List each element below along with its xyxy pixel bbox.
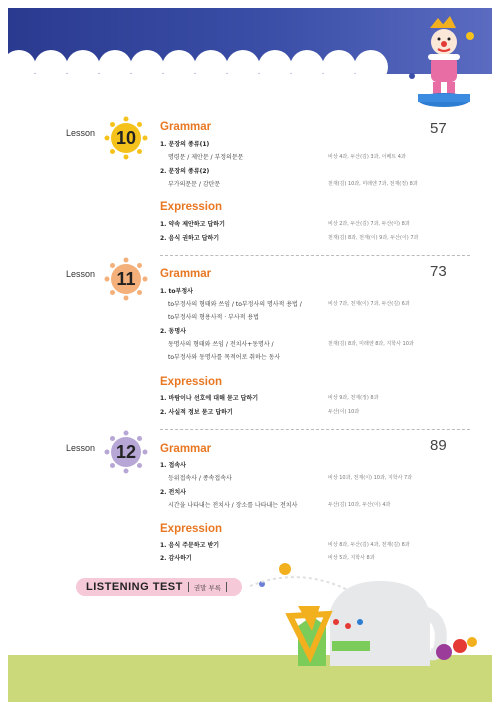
expression-item: 2. 사실적 정보 묻고 답하기 — [160, 409, 233, 416]
grammar-item: 1. 접속사 — [160, 462, 186, 469]
grammar-subitem: 시간을 나타내는 전치사 / 장소를 나타내는 전치사 — [168, 502, 298, 509]
textbook-reference: 천재(김) 8과, 천재(이) 9과, 두산(이) 7과 — [328, 235, 419, 241]
listening-test-badge — [76, 578, 242, 596]
lesson-divider — [160, 255, 470, 256]
banner-scallop-border — [8, 44, 388, 74]
grammar-subitem: 부가의문문 / 감탄문 — [168, 181, 221, 188]
textbook-reference: 천재(김) 10과, 미래엔 7과, 천재(정) 8과 — [328, 181, 418, 187]
listening-test-title: LISTENING TEST — [86, 581, 183, 593]
expression-item: 2. 감사하기 — [160, 555, 192, 562]
lesson-label: Lesson — [66, 128, 96, 138]
textbook-reference: 두산(이) 10과 — [328, 409, 360, 415]
grammar-subitem: 등위접속사 / 종속접속사 — [168, 475, 232, 482]
lesson-number: 10 — [115, 127, 137, 148]
textbook-reference: 비상 4과, 두산(김) 3과, 이베트 4과 — [328, 154, 406, 160]
lesson-number: 12 — [115, 441, 137, 462]
circus-elephant-illustration — [240, 556, 490, 666]
textbook-reference: 비상 9과, 천재(정) 8과 — [328, 395, 379, 401]
clown-illustration — [400, 16, 484, 108]
grammar-item: 1. to부정사 — [160, 288, 193, 295]
grammar-title: Grammar — [160, 121, 212, 133]
lesson-number: 11 — [116, 268, 136, 289]
grammar-subitem: to부정사의 형태와 쓰임 / to부정사의 명사적 용법 / — [168, 301, 302, 308]
listening-separator — [226, 582, 227, 592]
expression-title: Expression — [160, 523, 222, 535]
textbook-reference: 비상 7과, 천재(이) 7과, 두산(김) 6과 — [328, 301, 410, 307]
expression-item: 1. 음식 주문하고 받기 — [160, 542, 220, 549]
grammar-subitem: to부정사의 형용사적 · 부사적 용법 — [168, 314, 259, 321]
lesson-divider — [160, 429, 470, 430]
expression-item: 2. 음식 권하고 답하기 — [160, 235, 220, 242]
lesson-label: Lesson — [66, 443, 96, 453]
page-number: 89 — [430, 437, 447, 454]
page-number: 57 — [430, 120, 447, 137]
textbook-reference: 천재(김) 8과, 미래엔 8과, 지학사 10과 — [328, 341, 414, 347]
listening-test-subtitle: 권말 부록 — [193, 583, 222, 592]
page-number: 73 — [430, 263, 447, 280]
expression-item: 1. 바람이나 선호에 대해 묻고 답하기 — [160, 395, 259, 402]
grammar-item: 2. 동명사 — [160, 328, 186, 335]
listening-separator — [188, 582, 189, 592]
grammar-subitem: to부정사와 동명사를 목적어로 취하는 동사 — [168, 354, 281, 361]
expression-title: Expression — [160, 376, 222, 388]
grammar-subitem: 동명사의 형태와 쓰임 / 전치사+동명사 / — [168, 341, 274, 348]
grammar-title: Grammar — [160, 443, 212, 455]
grammar-subitem: 명령문 / 제안문 / 부정의문문 — [168, 154, 244, 161]
grammar-item: 2. 문장의 종류(2) — [160, 168, 210, 175]
lesson-label: Lesson — [66, 269, 96, 279]
grammar-item: 1. 문장의 종류(1) — [160, 141, 210, 148]
expression-item: 1. 약속 제안하고 답하기 — [160, 221, 225, 228]
grammar-title: Grammar — [160, 268, 212, 280]
textbook-reference: 비상 8과, 두산(김) 4과, 천재(김) 8과 — [328, 542, 410, 548]
expression-title: Expression — [160, 201, 222, 213]
textbook-reference: 비상 10과, 천재(이) 10과, 지학사 7과 — [328, 475, 413, 481]
grammar-item: 2. 전치사 — [160, 489, 186, 496]
textbook-reference: 비상 2과, 두산(김) 7과, 두산(이) 8과 — [328, 221, 410, 227]
textbook-reference: 두산(김) 10과, 두산(이) 4과 — [328, 502, 391, 508]
textbook-reference: 비상 5과, 지학사 8과 — [328, 555, 375, 561]
